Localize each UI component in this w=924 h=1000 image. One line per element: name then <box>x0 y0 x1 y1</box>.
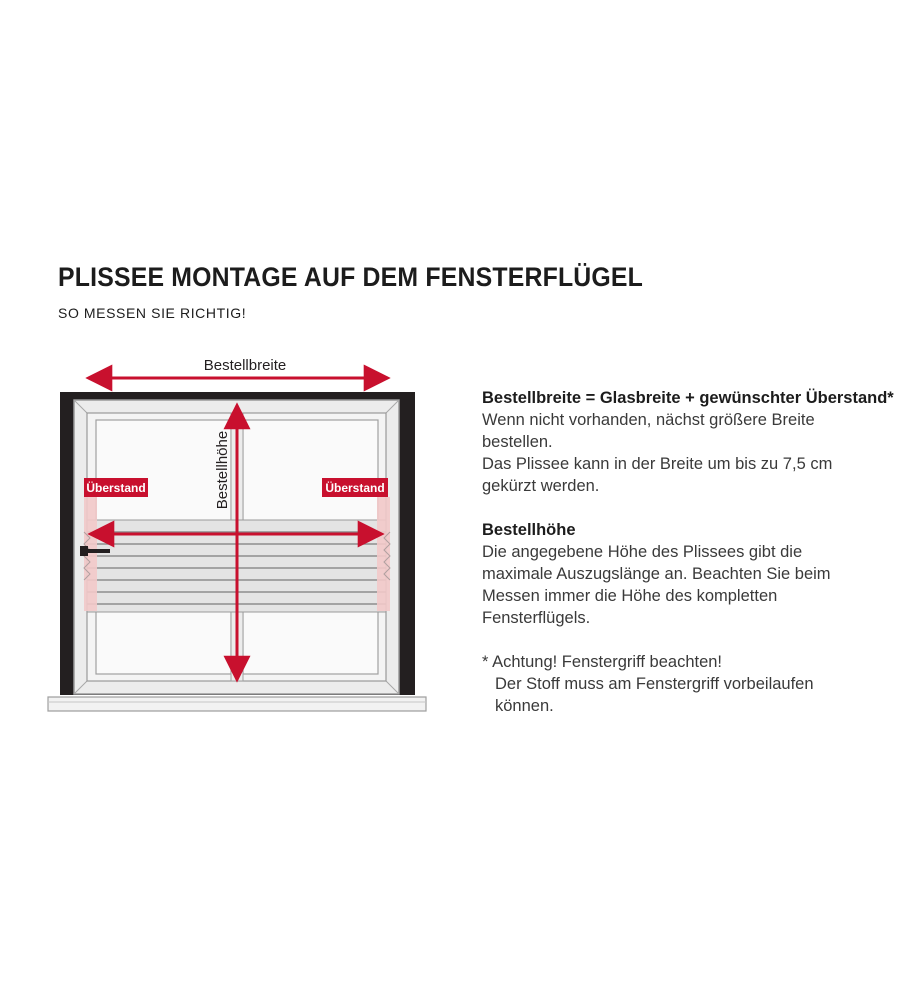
width-label: Bestellbreite <box>203 357 287 374</box>
height-heading: Bestellhöhe <box>482 521 576 539</box>
width-text-line: Wenn nicht vorhanden, nächst größere Breite <box>482 411 815 429</box>
note-line: * Achtung! Fenstergriff beachten! <box>482 653 723 671</box>
note-line: Der Stoff muss am Fenstergriff vorbeilaufen <box>495 675 814 693</box>
height-label: Bestellhöhe <box>214 430 231 510</box>
width-info-block <box>482 387 902 497</box>
note-line: können. <box>495 697 554 715</box>
height-text-line: Die angegebene Höhe des Plissees gibt die <box>482 543 803 561</box>
overhang-text-right: Überstand <box>325 481 385 495</box>
height-text-line: Messen immer die Höhe des kompletten <box>482 587 778 605</box>
width-text-line: bestellen. <box>482 433 553 451</box>
height-text-line: Fensterflügels. <box>482 609 591 627</box>
info-panel <box>482 387 902 739</box>
page-title: PLISSEE MONTAGE AUF DEM FENSTERFLÜGEL <box>58 262 644 292</box>
width-text-line: Das Plissee kann in der Breite um bis zu 7,5 cm <box>482 455 833 473</box>
handle-note-block <box>482 651 902 717</box>
width-text-line: gekürzt werden. <box>482 477 600 495</box>
window-sill <box>48 697 426 711</box>
height-text-line: maximale Auszugslänge an. Beachten Sie beim <box>482 565 831 583</box>
overhang-text-left: Überstand <box>86 481 146 495</box>
width-heading: Bestellbreite = Glasbreite + gewünschter Überstand* <box>482 389 894 407</box>
height-info-block <box>482 519 902 629</box>
page-subtitle: SO MESSEN SIE RICHTIG! <box>58 305 247 321</box>
